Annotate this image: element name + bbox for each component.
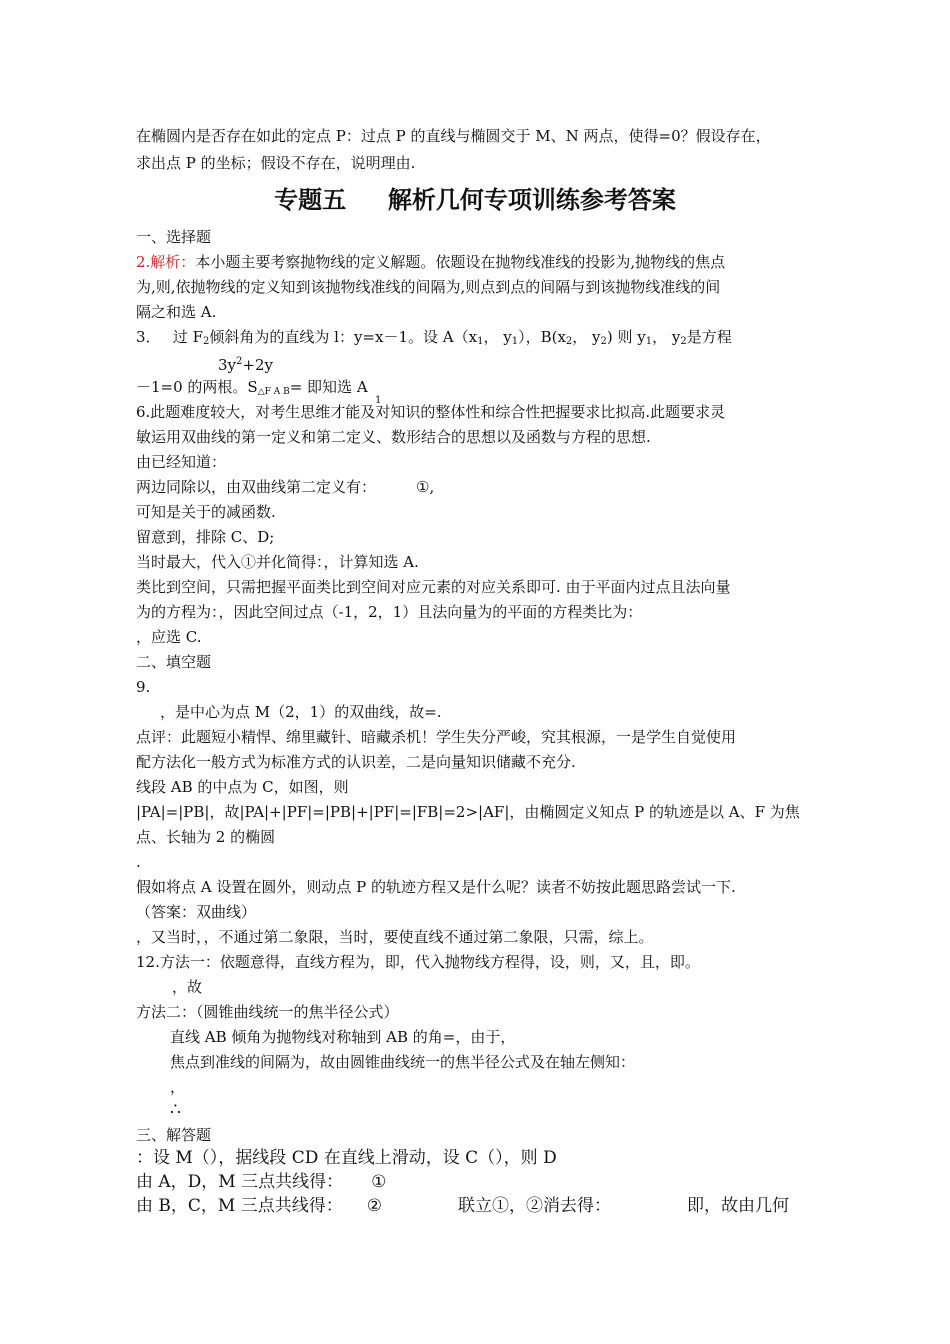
subscript: 1: [477, 336, 484, 347]
q12-line-1: 12.方法一：依题意得，直线方程为，即，代入抛物线方程得，设，则，又，且，即。: [136, 953, 700, 971]
q7-line-3: ，应选 C.: [136, 628, 202, 646]
intro-line-2: 求出点 P 的坐标；假设不存在，说明理由.: [136, 154, 416, 172]
q12-line-4: 直线 AB 倾角为抛物线对称轴到 AB 的角=，由于，: [170, 1028, 516, 1046]
q3-part: －1=0 的两根。S: [136, 378, 258, 396]
eq-part: +2y: [242, 356, 273, 374]
q10-line-5: 假如将点 A 设置在圆外，则动点 P 的轨迹方程又是什么呢？读者不妨按此题思路尝试一下.: [136, 878, 736, 896]
q9-line-2: 点评：此题短小精悍、绵里藏针、暗藏杀机！学生失分严峻，究其根源，一是学生自觉使用: [136, 728, 737, 746]
subscript: 2: [680, 336, 687, 347]
q7-line-2: 为的方程为：，因此空间过点（-1，2，1）且法向量为的平面的方程类比为：: [136, 603, 643, 621]
answer-part: ①: [371, 1172, 387, 1192]
q12-line-3: 方法二：（圆锥曲线统一的焦半径公式）: [136, 1003, 399, 1021]
subscript: △F A B: [257, 387, 290, 397]
eq-part: 3y: [218, 356, 237, 374]
section-heading-solve: 三、解答题: [136, 1126, 212, 1144]
q3-part: ），B(x: [518, 328, 566, 346]
answer-line-2: [136, 1172, 386, 1192]
q3-part: ) 则 y: [606, 328, 646, 346]
q6-part: ①,: [416, 478, 435, 496]
q6-line-2: 敏运用双曲线的第一定义和第二定义、数形结合的思想以及函数与方程的思想.: [136, 428, 651, 446]
answer-part: 联立①，②消去得：: [457, 1196, 611, 1216]
therefore-symbol: ∴: [170, 1100, 181, 1120]
q3-fraction-numerator: 1: [375, 395, 382, 406]
q9-number: 9.: [136, 678, 151, 696]
q3-part: ， y: [572, 328, 601, 346]
q3-part: ， y: [483, 328, 512, 346]
q6-line-3: 由已经知道：: [136, 453, 227, 471]
subscript: 2: [203, 336, 210, 347]
subscript: 1: [511, 336, 519, 347]
q12-line-6: ，: [170, 1078, 186, 1096]
q10-line-3: 点、长轴为 2 的椭圆: [136, 828, 276, 846]
q10-line-4: .: [136, 853, 141, 871]
q3-line-2: [136, 377, 368, 402]
q3-part: 是方程: [686, 328, 732, 346]
subscript: 2: [600, 336, 607, 347]
answer-part: 即，故由几何: [686, 1196, 789, 1216]
answer-line-3: [136, 1196, 789, 1216]
answer-part: 由 B，C，M 三点共线得：: [136, 1196, 343, 1216]
q6-line-6: 留意到，排除 C、D;: [136, 528, 275, 546]
subscript: 2: [565, 336, 573, 347]
q11-line: ，又当时，，不通过第二象限，当时，要使直线不通过第二象限，只需，综上。: [136, 928, 654, 946]
q6-part: 两边同除以，由双曲线第二定义有：: [136, 478, 377, 496]
q3-part: ， y: [652, 328, 681, 346]
q6-line-7: 当时最大，代入①并化简得：，计算知选 A.: [136, 553, 419, 571]
superscript: 2: [236, 356, 243, 367]
q6-line-4: [136, 477, 434, 497]
section-heading-choice: 一、选择题: [136, 228, 212, 246]
q3-part: 倾斜角为的直线为 l：y=x－1。设 A（x: [209, 328, 478, 346]
analysis-label: 2.解析：: [136, 253, 196, 271]
q10-line-2: |PA|=|PB|，故|PA|+|PF|=|PB|+|PF|=|FB|=2>|AF|，由椭圆定义知点 P 的轨迹是以 A、F 为焦: [136, 803, 800, 821]
answer-part: 由 A，D，M 三点共线得：: [136, 1172, 344, 1192]
q12-line-2: ，故: [172, 978, 203, 996]
subscript: 1: [645, 336, 653, 347]
q3-part: 3． 过 F: [136, 328, 203, 346]
section-heading-fill: 二、填空题: [136, 653, 212, 671]
q10-line-6: （答案：双曲线）: [136, 903, 257, 921]
q2-line-2: 为,则,依抛物线的定义知到该抛物线准线的间隔为,则点到点的间隔与到该抛物线准线的间: [136, 278, 721, 296]
q3-part: = 即知选 A: [289, 378, 368, 396]
q3-equation: [218, 352, 273, 375]
q2-text: 本小题主要考察抛物线的定义解题。依题设在抛物线准线的投影为,抛物线的焦点: [195, 253, 726, 271]
q7-line-1: 类比到空间，只需把握平面类比到空间对应元素的对应关系即可. 由于平面内过点且法向量: [136, 578, 731, 596]
q2-line-3: 隔之和选 A.: [136, 303, 217, 321]
q12-line-5: 焦点到准线的间隔为，故由圆锥曲线统一的焦半径公式及在轴左侧知：: [170, 1053, 636, 1071]
answer-line-1: ：设 M（），据线段 CD 在直线上滑动，设 C（），则 D: [136, 1148, 557, 1168]
q6-line-5: 可知是关于的减函数.: [136, 503, 276, 521]
page-title: 专题五 解析几何专项训练参考答案: [274, 186, 676, 214]
q3-line-1: [136, 327, 732, 352]
intro-line-1: 在椭圆内是否存在如此的定点 P：过点 P 的直线与椭圆交于 M、N 两点，使得=0？假设存在，: [136, 127, 771, 145]
q10-line-1: 线段 AB 的中点为 C，如图，则: [136, 778, 349, 796]
answer-part: ②: [366, 1196, 382, 1216]
q9-line-1: ，是中心为点 M（2，1）的双曲线，故=.: [160, 703, 442, 721]
q2-line-1: [136, 252, 725, 272]
q9-line-3: 配方法化一般方式为标准方式的认识差，二是向量知识储藏不充分.: [136, 753, 576, 771]
q6-line-1: 6.此题难度较大，对考生思维才能及对知识的整体性和综合性把握要求比拟高.此题要求灵: [136, 403, 726, 421]
